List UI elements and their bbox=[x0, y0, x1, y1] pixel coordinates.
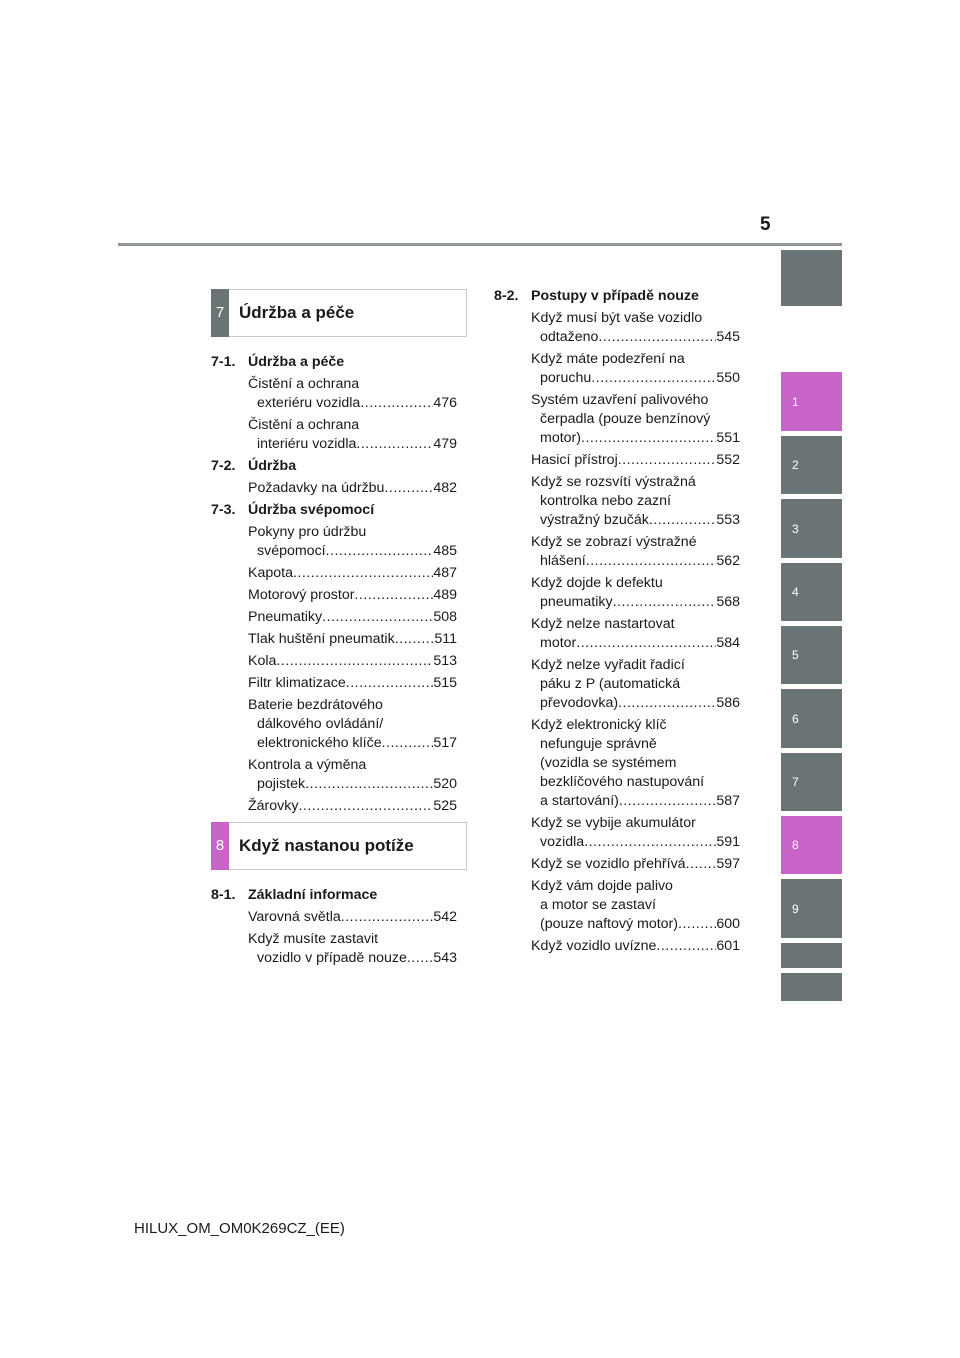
dot-leader bbox=[293, 564, 433, 583]
toc-column-8-1 bbox=[211, 886, 457, 971]
toc-page-number: 584 bbox=[716, 635, 740, 651]
toc-entry[interactable] bbox=[531, 350, 740, 388]
toc-entry-text: motor bbox=[540, 635, 577, 651]
toc-entry-text: Pokyny pro údržbu bbox=[248, 524, 367, 540]
toc-entry-text: Kontrola a výměna bbox=[248, 757, 367, 773]
toc-page-number: 485 bbox=[433, 543, 457, 559]
toc-entry[interactable] bbox=[248, 797, 457, 816]
toc-page-number: 479 bbox=[433, 436, 457, 452]
toc-page-number: 520 bbox=[433, 776, 457, 792]
toc-column-7 bbox=[211, 353, 457, 819]
toc-page-number: 515 bbox=[433, 675, 457, 691]
toc-entry-text: páku z P (automatická bbox=[540, 676, 681, 692]
toc-entry[interactable] bbox=[531, 473, 740, 530]
section-number: 7 bbox=[211, 289, 229, 337]
toc-entry-text: Když se zobrazí výstražné bbox=[531, 534, 697, 550]
dot-leader bbox=[298, 797, 433, 816]
toc-entry[interactable] bbox=[531, 533, 740, 571]
toc-entry[interactable] bbox=[248, 375, 457, 413]
toc-entry-text: exteriéru vozidla bbox=[257, 395, 361, 411]
toc-entry[interactable] bbox=[531, 656, 740, 713]
toc-entry-text: Filtr klimatizace bbox=[248, 675, 346, 691]
chapter-tab-7[interactable]: 7 bbox=[781, 753, 842, 811]
toc-entry-text: pojistek bbox=[257, 776, 306, 792]
toc-entry[interactable] bbox=[248, 608, 457, 627]
toc-entry-text: motor) bbox=[540, 430, 581, 446]
toc-entry-text: Když nelze vyřadit řadicí bbox=[531, 657, 685, 673]
toc-entry-text: interiéru vozidla bbox=[257, 436, 357, 452]
dot-leader bbox=[382, 734, 434, 753]
toc-entry-text: čerpadla (pouze benzínový bbox=[540, 411, 711, 427]
chapter-number: 7-2. bbox=[211, 458, 236, 474]
toc-page-number: 601 bbox=[716, 938, 740, 954]
toc-entry[interactable] bbox=[531, 451, 740, 470]
toc-entry-text: vozidlo v případě nouze bbox=[257, 950, 407, 966]
chapter-title: Postupy v případě nouze bbox=[531, 288, 699, 304]
toc-entry-text: Když vozidlo uvízne bbox=[531, 938, 657, 954]
toc-entry[interactable] bbox=[248, 696, 457, 753]
toc-entry[interactable] bbox=[248, 586, 457, 605]
toc-page-number: 591 bbox=[716, 834, 740, 850]
chapter-tab-9[interactable]: 9 bbox=[781, 879, 842, 938]
toc-page-number: 517 bbox=[433, 735, 457, 751]
dot-leader bbox=[656, 937, 716, 956]
toc-entry-text: nefunguje správně bbox=[540, 736, 657, 752]
dot-leader bbox=[341, 908, 434, 927]
dot-leader bbox=[395, 630, 435, 649]
dot-leader bbox=[326, 542, 434, 561]
toc-entry-text: Požadavky na údržbu bbox=[248, 480, 385, 496]
dot-leader bbox=[576, 634, 716, 653]
toc-entry-text: Když musíte zastavit bbox=[248, 931, 379, 947]
toc-page-number: 545 bbox=[716, 329, 740, 345]
toc-entry[interactable] bbox=[531, 309, 740, 347]
toc-entry[interactable] bbox=[248, 479, 457, 498]
toc-entry-text: Když dojde k defektu bbox=[531, 575, 663, 591]
toc-entry-text: Když se vozidlo přehřívá bbox=[531, 856, 686, 872]
chapter-title: Údržba svépomocí bbox=[248, 502, 375, 518]
toc-entry[interactable] bbox=[248, 652, 457, 671]
toc-entry-text: Když se rozsvítí výstražná bbox=[531, 474, 696, 490]
toc-entry-text: Motorový prostor bbox=[248, 587, 355, 603]
dot-leader bbox=[649, 511, 717, 530]
toc-page-number: 513 bbox=[433, 653, 457, 669]
dot-leader bbox=[354, 586, 433, 605]
toc-entry[interactable] bbox=[248, 564, 457, 583]
chapter-tab[interactable] bbox=[781, 250, 842, 306]
dot-leader bbox=[591, 369, 716, 388]
page-number: 5 bbox=[760, 214, 771, 235]
chapter-heading bbox=[211, 353, 457, 372]
toc-entry-text: dálkového ovládání/ bbox=[257, 716, 384, 732]
dot-leader bbox=[360, 394, 433, 413]
toc-entry-text: Když elektronický klíč bbox=[531, 717, 667, 733]
toc-page-number: 511 bbox=[434, 631, 457, 647]
toc-entry-text: poruchu bbox=[540, 370, 592, 386]
toc-entry-text: pneumatiky bbox=[540, 594, 613, 610]
toc-entry[interactable] bbox=[248, 416, 457, 454]
document-code: HILUX_OM_OM0K269CZ_(EE) bbox=[134, 1220, 345, 1237]
chapter-heading bbox=[494, 287, 740, 306]
chapter-tab-3[interactable]: 3 bbox=[781, 499, 842, 558]
chapter-tab-8[interactable]: 8 bbox=[781, 816, 842, 874]
section-title: Když nastanou potíže bbox=[239, 836, 414, 855]
toc-entry[interactable] bbox=[531, 877, 740, 934]
toc-entry[interactable] bbox=[531, 937, 740, 956]
toc-entry-text: Pneumatiky bbox=[248, 609, 323, 625]
toc-page-number: 508 bbox=[433, 609, 457, 625]
toc-column-8-2 bbox=[494, 287, 740, 959]
toc-page-number: 489 bbox=[433, 587, 457, 603]
chapter-heading bbox=[211, 457, 457, 476]
dot-leader bbox=[384, 479, 433, 498]
toc-entry-text: Varovná světla bbox=[248, 909, 341, 925]
toc-page-number: 487 bbox=[433, 565, 457, 581]
toc-page-number: 587 bbox=[716, 793, 740, 809]
dot-leader bbox=[305, 775, 433, 794]
chapter-number: 7-1. bbox=[211, 354, 236, 370]
toc-page-number: 551 bbox=[716, 430, 740, 446]
toc-entry-text: svépomocí bbox=[257, 543, 326, 559]
toc-entry[interactable] bbox=[248, 523, 457, 561]
toc-page-number: 597 bbox=[716, 856, 740, 872]
dot-leader bbox=[619, 792, 716, 811]
chapter-tab[interactable] bbox=[781, 973, 842, 1001]
chapter-number: 7-3. bbox=[211, 502, 236, 518]
toc-entry-text: odtaženo bbox=[540, 329, 599, 345]
dot-leader bbox=[276, 652, 433, 671]
dot-leader bbox=[584, 833, 716, 852]
dot-leader bbox=[598, 328, 716, 347]
toc-entry-text: a startování) bbox=[540, 793, 619, 809]
toc-entry-text: Kola bbox=[248, 653, 277, 669]
toc-entry-text: Čistění a ochrana bbox=[248, 417, 360, 433]
toc-entry-text: Tlak huštění pneumatik bbox=[248, 631, 395, 647]
header-rule bbox=[118, 243, 842, 246]
toc-entry[interactable] bbox=[531, 615, 740, 653]
toc-entry-text: Systém uzavření palivového bbox=[531, 392, 709, 408]
toc-entry[interactable] bbox=[531, 391, 740, 448]
section-header-8 bbox=[211, 822, 467, 870]
toc-entry-text: Když máte podezření na bbox=[531, 351, 685, 367]
toc-entry[interactable] bbox=[248, 630, 457, 649]
dot-leader bbox=[586, 552, 717, 571]
chapter-tab-2[interactable]: 2 bbox=[781, 436, 842, 494]
toc-entry-text: Hasicí přístroj bbox=[531, 452, 618, 468]
toc-entry-text: Když vám dojde palivo bbox=[531, 878, 673, 894]
toc-entry-text: Baterie bezdrátového bbox=[248, 697, 383, 713]
toc-page-number: 553 bbox=[716, 512, 740, 528]
toc-page-number: 543 bbox=[433, 950, 457, 966]
toc-entry-text: vozidla bbox=[540, 834, 585, 850]
toc-entry-text: Když musí být vaše vozidlo bbox=[531, 310, 703, 326]
toc-page-number: 600 bbox=[716, 916, 740, 932]
toc-entry-text: Žárovky bbox=[248, 798, 299, 814]
chapter-tab[interactable] bbox=[781, 943, 842, 968]
dot-leader bbox=[407, 949, 433, 968]
dot-leader bbox=[346, 674, 434, 693]
toc-page-number: 542 bbox=[433, 909, 457, 925]
chapter-tab-1[interactable]: 1 bbox=[781, 372, 842, 431]
dot-leader bbox=[678, 915, 716, 934]
chapter-title: Údržba a péče bbox=[248, 354, 345, 370]
toc-entry[interactable] bbox=[531, 574, 740, 612]
section-header-7 bbox=[211, 289, 467, 337]
toc-entry-text: Když se vybije akumulátor bbox=[531, 815, 696, 831]
toc-page-number: 568 bbox=[716, 594, 740, 610]
toc-entry[interactable] bbox=[248, 930, 457, 968]
toc-entry-text: Když nelze nastartovat bbox=[531, 616, 675, 632]
chapter-number: 8-1. bbox=[211, 887, 236, 903]
chapter-heading bbox=[211, 501, 457, 520]
dot-leader bbox=[618, 694, 716, 713]
chapter-tab-5[interactable]: 5 bbox=[781, 626, 842, 684]
toc-entry-text: hlášení bbox=[540, 553, 586, 569]
toc-entry-text: elektronického klíče bbox=[257, 735, 382, 751]
section-number: 8 bbox=[211, 822, 229, 870]
toc-entry[interactable] bbox=[248, 674, 457, 693]
toc-entry-text: (vozidla se systémem bbox=[540, 755, 677, 771]
chapter-tab-6[interactable]: 6 bbox=[781, 689, 842, 748]
chapter-heading bbox=[211, 886, 457, 905]
toc-page-number: 550 bbox=[716, 370, 740, 386]
toc-entry-text: kontrolka nebo zazní bbox=[540, 493, 671, 509]
toc-page-number: 476 bbox=[433, 395, 457, 411]
dot-leader bbox=[581, 429, 716, 448]
toc-entry-text: bezklíčového nastupování bbox=[540, 774, 705, 790]
toc-page-number: 525 bbox=[433, 798, 457, 814]
dot-leader bbox=[613, 593, 717, 612]
toc-entry-text: a motor se zastaví bbox=[540, 897, 656, 913]
toc-page-number: 562 bbox=[716, 553, 740, 569]
toc-entry[interactable] bbox=[248, 908, 457, 927]
section-title: Údržba a péče bbox=[239, 303, 355, 322]
toc-page-number: 586 bbox=[716, 695, 740, 711]
toc-entry[interactable] bbox=[531, 814, 740, 852]
dot-leader bbox=[686, 855, 717, 874]
toc-entry-text: Čistění a ochrana bbox=[248, 376, 360, 392]
toc-entry-text: výstražný bzučák bbox=[540, 512, 649, 528]
toc-entry-text: převodovka) bbox=[540, 695, 619, 711]
toc-entry[interactable] bbox=[248, 756, 457, 794]
toc-entry-text: (pouze naftový motor) bbox=[540, 916, 678, 932]
toc-entry[interactable] bbox=[531, 855, 740, 874]
toc-page-number: 482 bbox=[433, 480, 457, 496]
chapter-tab-4[interactable]: 4 bbox=[781, 563, 842, 621]
toc-page-number: 552 bbox=[716, 452, 740, 468]
chapter-title: Údržba bbox=[248, 458, 297, 474]
chapter-title: Základní informace bbox=[248, 887, 378, 903]
dot-leader bbox=[356, 435, 433, 454]
toc-entry-text: Kapota bbox=[248, 565, 293, 581]
toc-entry[interactable] bbox=[531, 716, 740, 811]
dot-leader bbox=[322, 608, 433, 627]
dot-leader bbox=[618, 451, 717, 470]
chapter-number: 8-2. bbox=[494, 288, 519, 304]
